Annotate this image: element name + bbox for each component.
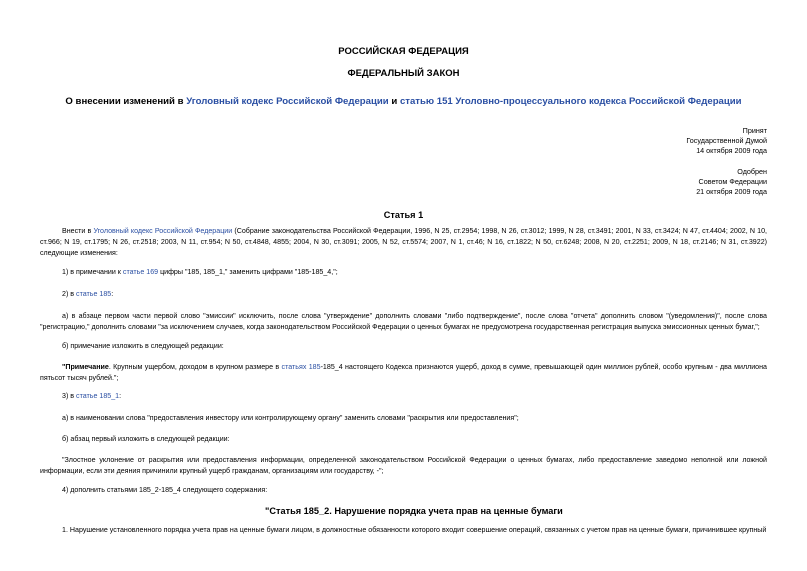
criminal-procedure-code-link[interactable]: статью 151 Уголовно-процессуального кодекса Российской Федерации bbox=[399, 96, 742, 107]
item-2-text-a: 2) в bbox=[62, 290, 77, 298]
approved-date: 21 октября 2009 года bbox=[696, 187, 767, 196]
quoted-paragraph: "Злостное уклонение от раскрытия или предоставления информации, определенной законодательством Российской Федерации о ценных бумагах, либо предоставление заведомо неполной или ложной информации, если эти деяния причинили крупный ущерб гражданам, организациям или государству, -"; bbox=[40, 456, 767, 475]
item-3 bbox=[40, 391, 767, 402]
articles-185-link[interactable]: статьях 185 bbox=[281, 363, 321, 371]
adoption-block bbox=[686, 126, 767, 156]
note-label: "Примечание bbox=[62, 363, 109, 371]
intro-text-a: Внести в bbox=[62, 227, 94, 235]
accepted-body: Государственной Думой bbox=[686, 136, 767, 145]
item-2-b: б) примечание изложить в следующей редакции: bbox=[62, 342, 224, 350]
law-title bbox=[0, 96, 807, 107]
item-2-text-b: : bbox=[111, 290, 114, 298]
item-4: 4) дополнить статьями 185_2-185_4 следующего содержания: bbox=[62, 486, 268, 494]
accepted-label: Принят bbox=[742, 126, 767, 135]
approval-block bbox=[696, 167, 767, 197]
intro-text-b: (Собрание законодательства Российской Федерации, 1996, N 25, ст.2954; 1998, N 26, ст.3012; 1999, N 28, ст.3491; 2001, N 33, ст.3424; N 47, ст.4404; 2002, N 10, ст.966; N 19, ст.1795; N 26, ст.2518; 2003, N 11, ст.954; N 50, ст.4848, 4855; 2004, N 30, ст.3091; 2005, N 52, ст.5574; 2007, N 1, ст.46; N 16, ст.1822; N 50, ст.6248; 2008, N 20, ст.2251; 2009, N 18, ст.2146; N 31, ст.3922) следующие изменения: bbox=[40, 227, 767, 257]
article-185-2-para-1: 1. Нарушение установленного порядка учета прав на ценные бумаги лицом, в должностные обязанности которого входит совершение операций, связанных с учетом прав на ценные бумаги, причинившее крупный bbox=[62, 526, 767, 534]
note-text-b: -185_4 настоящего Кодекса признаются ущерб, доход в сумме, превышающей один миллион рублей, особо крупным - два миллиона пятьсот тысяч рублей."; bbox=[40, 363, 767, 382]
item-1-text-a: 1) в примечании к bbox=[62, 268, 123, 276]
criminal-code-inline-link[interactable]: Уголовный кодекс Российской Федерации bbox=[93, 227, 233, 235]
note-text-a: . Крупным ущербом, доходом в крупном размере в bbox=[108, 363, 282, 371]
item-3-b: б) абзац первый изложить в следующей редакции: bbox=[62, 435, 230, 443]
approved-body: Советом Федерации bbox=[698, 177, 767, 186]
note-paragraph bbox=[40, 362, 767, 384]
approved-label: Одобрен bbox=[737, 167, 767, 176]
item-3-text-b: : bbox=[119, 392, 122, 400]
article-185-1-link[interactable]: статье 185_1 bbox=[76, 392, 120, 400]
item-2-a: а) в абзаце первом части первой слово "эмиссии" исключить, после слова "утверждение" дополнить словами "либо подтверждение", после слова "отчета" дополнить словом "(уведомления)", после слова "регистрацию," дополнить словами "за исключением случаев, когда законодательством Российской Федерации о ценных бумагах не предусмотрена государственная регистрация выпуска эмиссионных ценных бумаг,"; bbox=[40, 312, 767, 331]
item-1 bbox=[40, 267, 767, 278]
law-type-heading: ФЕДЕРАЛЬНЫЙ ЗАКОН bbox=[347, 68, 460, 79]
item-1-text-b: цифры "185, 185_1," заменить цифрами "185-185_4,"; bbox=[158, 268, 338, 276]
article-1-heading: Статья 1 bbox=[383, 210, 424, 220]
country-heading: РОССИЙСКАЯ ФЕДЕРАЦИЯ bbox=[338, 46, 469, 57]
title-prefix: О внесении изменений в bbox=[65, 96, 187, 107]
article-185-2-heading: "Статья 185_2. Нарушение порядка учета прав на ценные бумаги bbox=[265, 506, 563, 516]
item-2 bbox=[40, 289, 767, 300]
article-169-link[interactable]: статье 169 bbox=[122, 268, 159, 276]
article-185-link[interactable]: статье 185 bbox=[76, 290, 112, 298]
criminal-code-link[interactable]: Уголовный кодекс Российской Федерации bbox=[186, 96, 389, 107]
item-3-a: а) в наименовании слова "предоставления инвестору или контролирующему органу" заменить словами "раскрытия или предоставления"; bbox=[62, 414, 519, 422]
article-1-intro bbox=[40, 226, 767, 259]
title-mid: и bbox=[388, 96, 400, 107]
accepted-date: 14 октября 2009 года bbox=[696, 146, 767, 155]
item-3-text-a: 3) в bbox=[62, 392, 77, 400]
